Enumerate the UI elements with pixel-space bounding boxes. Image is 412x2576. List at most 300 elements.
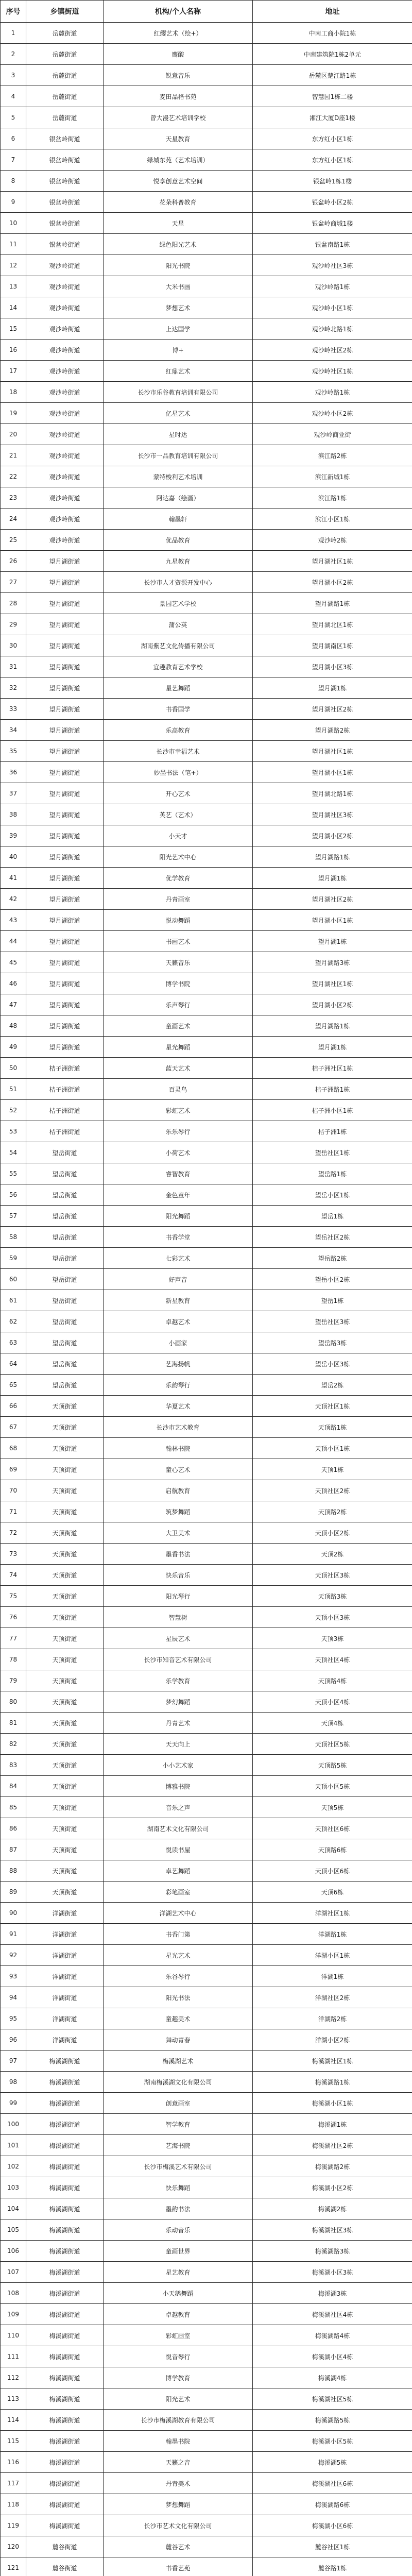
cell-name: 翰林书院 — [104, 1438, 253, 1459]
cell-index: 50 — [1, 1058, 26, 1079]
cell-address: 望月湖小区1栋 — [253, 910, 412, 931]
cell-index: 9 — [1, 192, 26, 213]
cell-address: 望月湖1栋 — [253, 1037, 412, 1058]
cell-name: 翰墨书院 — [104, 2431, 253, 2452]
cell-index: 102 — [1, 2156, 26, 2177]
cell-index: 21 — [1, 445, 26, 466]
cell-address: 天顶3栋 — [253, 1628, 412, 1649]
cell-index: 6 — [1, 128, 26, 149]
cell-index: 30 — [1, 635, 26, 656]
cell-address: 观沙岭2栋 — [253, 530, 412, 551]
cell-street: 望月湖街道 — [26, 614, 104, 635]
cell-index: 62 — [1, 1311, 26, 1332]
cell-index: 43 — [1, 910, 26, 931]
cell-address: 天顶社区1栋 — [253, 1396, 412, 1417]
table-row — [1, 2156, 412, 2177]
cell-name: 智慧树 — [104, 1607, 253, 1628]
table-row — [1, 889, 412, 910]
cell-name: 绿色阳光艺术 — [104, 234, 253, 255]
cell-index: 42 — [1, 889, 26, 910]
table-row — [1, 1860, 412, 1882]
table-row — [1, 403, 412, 424]
cell-street: 银盆岭街道 — [26, 149, 104, 171]
cell-name: 长沙市人才资源开发中心 — [104, 572, 253, 593]
cell-index: 53 — [1, 1121, 26, 1142]
cell-name: 博学书院 — [104, 973, 253, 994]
cell-street: 天顶街道 — [26, 1797, 104, 1818]
cell-street: 梅溪湖街道 — [26, 2388, 104, 2410]
cell-address: 桔子洲路1栋 — [253, 1079, 412, 1100]
cell-index: 33 — [1, 699, 26, 720]
table-row — [1, 1670, 412, 1691]
cell-name: 阳光书法 — [104, 1987, 253, 2008]
cell-index: 112 — [1, 2367, 26, 2388]
cell-name: 启航教育 — [104, 1480, 253, 1501]
table-row — [1, 1839, 412, 1860]
cell-index: 55 — [1, 1163, 26, 1184]
cell-address: 天顶路5栋 — [253, 1755, 412, 1776]
cell-street: 梅溪湖街道 — [26, 2262, 104, 2283]
cell-index: 83 — [1, 1755, 26, 1776]
cell-address: 望月湖小区2栋 — [253, 572, 412, 593]
cell-street: 望岳街道 — [26, 1206, 104, 1227]
cell-street: 梅溪湖街道 — [26, 2114, 104, 2135]
table-row — [1, 192, 412, 213]
cell-street: 银盆岭街道 — [26, 234, 104, 255]
cell-index: 105 — [1, 2219, 26, 2241]
cell-name: 蒲公英 — [104, 614, 253, 635]
cell-index: 76 — [1, 1607, 26, 1628]
cell-name: 九星教育 — [104, 551, 253, 572]
cell-address: 梅溪湖小区1栋 — [253, 2093, 412, 2114]
cell-address: 望月湖小区3栋 — [253, 656, 412, 677]
cell-index: 24 — [1, 509, 26, 530]
cell-index: 20 — [1, 424, 26, 445]
cell-street: 观沙岭街道 — [26, 318, 104, 340]
cell-street: 天顶街道 — [26, 1882, 104, 1903]
cell-street: 望月湖街道 — [26, 635, 104, 656]
cell-street: 银盆岭街道 — [26, 213, 104, 234]
cell-index: 16 — [1, 340, 26, 361]
table-row — [1, 910, 412, 931]
cell-street: 天顶街道 — [26, 1818, 104, 1839]
cell-index: 22 — [1, 466, 26, 487]
cell-name: 书画艺术 — [104, 931, 253, 952]
cell-name: 宜趣教育艺术学校 — [104, 656, 253, 677]
cell-name: 长沙市梅溪艺术有限公司 — [104, 2156, 253, 2177]
cell-address: 望月湖南区1栋 — [253, 635, 412, 656]
cell-index: 114 — [1, 2410, 26, 2431]
cell-name: 阳光书院 — [104, 255, 253, 276]
cell-index: 56 — [1, 1184, 26, 1206]
table-row — [1, 656, 412, 677]
table-row — [1, 2367, 412, 2388]
cell-street: 天顶街道 — [26, 1839, 104, 1860]
cell-street: 桔子洲街道 — [26, 1058, 104, 1079]
cell-address: 望岳小区1栋 — [253, 1184, 412, 1206]
cell-name: 鹰酸 — [104, 44, 253, 65]
table-row — [1, 1544, 412, 1565]
cell-index: 98 — [1, 2072, 26, 2093]
cell-street: 银盆岭街道 — [26, 192, 104, 213]
cell-index: 117 — [1, 2473, 26, 2494]
table-row — [1, 2388, 412, 2410]
table-row — [1, 2135, 412, 2156]
cell-street: 天顶街道 — [26, 1586, 104, 1607]
cell-name: 长沙市梅溪湖教育有限公司 — [104, 2410, 253, 2431]
table-row — [1, 2198, 412, 2219]
cell-address: 滨江小区1栋 — [253, 509, 412, 530]
cell-index: 68 — [1, 1438, 26, 1459]
cell-address: 观沙岭路1栋 — [253, 276, 412, 297]
cell-street: 梅溪湖街道 — [26, 2410, 104, 2431]
cell-address: 银盆岭小区2栋 — [253, 192, 412, 213]
cell-address: 望月湖路1栋 — [253, 593, 412, 614]
cell-address: 望月湖小区2栋 — [253, 994, 412, 1015]
cell-street: 洋湖街道 — [26, 2008, 104, 2029]
table-row — [1, 255, 412, 276]
cell-address: 梅溪湖社区4栋 — [253, 2304, 412, 2325]
cell-index: 100 — [1, 2114, 26, 2135]
table-row — [1, 149, 412, 171]
cell-street: 天顶街道 — [26, 1691, 104, 1713]
cell-name: 蓝天艺术 — [104, 1058, 253, 1079]
cell-name: 梦想舞蹈 — [104, 2494, 253, 2515]
cell-street: 望月湖街道 — [26, 741, 104, 762]
table-row — [1, 445, 412, 466]
table-row — [1, 2177, 412, 2198]
cell-name: 乐高教育 — [104, 720, 253, 741]
cell-name: 天星 — [104, 213, 253, 234]
cell-index: 91 — [1, 1924, 26, 1945]
cell-address: 滨江新城1栋 — [253, 466, 412, 487]
table-row — [1, 1924, 412, 1945]
table-row — [1, 466, 412, 487]
cell-street: 银盆岭街道 — [26, 171, 104, 192]
cell-index: 23 — [1, 487, 26, 509]
cell-address: 梅溪湖小区4栋 — [253, 2346, 412, 2367]
table-row — [1, 994, 412, 1015]
table-row — [1, 2262, 412, 2283]
cell-address: 望月湖1栋 — [253, 868, 412, 889]
cell-address: 滨江路1栋 — [253, 487, 412, 509]
table-row — [1, 1586, 412, 1607]
cell-address: 望月湖社区2栋 — [253, 889, 412, 910]
cell-index: 104 — [1, 2198, 26, 2219]
cell-address: 中南工商小院1栋 — [253, 23, 412, 44]
cell-name: 悦音琴行 — [104, 2346, 253, 2367]
table-row — [1, 1184, 412, 1206]
cell-index: 46 — [1, 973, 26, 994]
cell-index: 41 — [1, 868, 26, 889]
cell-street: 梅溪湖街道 — [26, 2367, 104, 2388]
cell-street: 天顶街道 — [26, 1396, 104, 1417]
cell-name: 景园艺术学校 — [104, 593, 253, 614]
cell-address: 望岳小区2栋 — [253, 1269, 412, 1290]
cell-index: 66 — [1, 1396, 26, 1417]
cell-address: 洋湖小区1栋 — [253, 1945, 412, 1966]
cell-address: 梅溪湖1栋 — [253, 2114, 412, 2135]
cell-address: 麓谷社区1栋 — [253, 2536, 412, 2557]
cell-index: 103 — [1, 2177, 26, 2198]
table-row — [1, 1248, 412, 1269]
cell-address: 滨江路2栋 — [253, 445, 412, 466]
cell-address: 天顶小区1栋 — [253, 1438, 412, 1459]
cell-index: 32 — [1, 677, 26, 699]
table-row — [1, 2114, 412, 2135]
cell-name: 乐动音乐 — [104, 2219, 253, 2241]
cell-index: 60 — [1, 1269, 26, 1290]
cell-name: 快乐舞蹈 — [104, 2177, 253, 2198]
cell-street: 岳麓街道 — [26, 23, 104, 44]
cell-name: 麓谷艺术 — [104, 2536, 253, 2557]
cell-street: 天顶街道 — [26, 1480, 104, 1501]
cell-name: 彩虹画室 — [104, 2325, 253, 2346]
cell-street: 望月湖街道 — [26, 762, 104, 783]
table-row — [1, 2050, 412, 2072]
cell-name: 筑梦舞蹈 — [104, 1501, 253, 1522]
cell-address: 洋湖1栋 — [253, 1966, 412, 1987]
cell-address: 望月湖路1栋 — [253, 1015, 412, 1037]
cell-name: 小小艺术家 — [104, 1755, 253, 1776]
table-row — [1, 23, 412, 44]
cell-name: 星艺舞蹈 — [104, 677, 253, 699]
cell-index: 101 — [1, 2135, 26, 2156]
cell-street: 观沙岭街道 — [26, 382, 104, 403]
cell-name: 小天才 — [104, 825, 253, 846]
table-row — [1, 65, 412, 86]
cell-address: 望月湖路1栋 — [253, 846, 412, 868]
cell-street: 梅溪湖街道 — [26, 2431, 104, 2452]
cell-address: 桔子洲1栋 — [253, 1121, 412, 1142]
cell-street: 望岳街道 — [26, 1290, 104, 1311]
table-row — [1, 1269, 412, 1290]
cell-name: 童画世界 — [104, 2241, 253, 2262]
cell-name: 天天向上 — [104, 1734, 253, 1755]
cell-address: 望岳路3栋 — [253, 1332, 412, 1353]
cell-address: 天顶4栋 — [253, 1713, 412, 1734]
cell-name: 卓艺舞蹈 — [104, 1860, 253, 1882]
cell-address: 洋湖路1栋 — [253, 1924, 412, 1945]
cell-address: 望岳1栋 — [253, 1290, 412, 1311]
cell-street: 梅溪湖街道 — [26, 2050, 104, 2072]
cell-street: 洋湖街道 — [26, 1903, 104, 1924]
cell-index: 106 — [1, 2241, 26, 2262]
cell-address: 中南建筑院1栋2单元 — [253, 44, 412, 65]
cell-address: 梅溪湖小区3栋 — [253, 2262, 412, 2283]
table-body — [1, 23, 412, 2576]
table-row — [1, 1797, 412, 1818]
cell-address: 银盆岭1栋1楼 — [253, 171, 412, 192]
table-row — [1, 1501, 412, 1522]
table-row — [1, 1755, 412, 1776]
cell-street: 望月湖街道 — [26, 699, 104, 720]
cell-index: 71 — [1, 1501, 26, 1522]
cell-street: 洋湖街道 — [26, 1945, 104, 1966]
table-row — [1, 128, 412, 149]
cell-address: 洋湖社区2栋 — [253, 1987, 412, 2008]
cell-street: 天顶街道 — [26, 1755, 104, 1776]
cell-street: 麓谷街道 — [26, 2536, 104, 2557]
cell-index: 25 — [1, 530, 26, 551]
cell-address: 天顶路2栋 — [253, 1501, 412, 1522]
cell-name: 乐乐琴行 — [104, 1121, 253, 1142]
table-row — [1, 382, 412, 403]
cell-address: 智慧园1栋二楼 — [253, 86, 412, 107]
cell-address: 梅溪湖小区2栋 — [253, 2177, 412, 2198]
cell-index: 93 — [1, 1966, 26, 1987]
table-row — [1, 2072, 412, 2093]
cell-street: 梅溪湖街道 — [26, 2346, 104, 2367]
cell-index: 118 — [1, 2494, 26, 2515]
cell-street: 望岳街道 — [26, 1163, 104, 1184]
cell-index: 27 — [1, 572, 26, 593]
cell-index: 115 — [1, 2431, 26, 2452]
cell-address: 梅溪湖路3栋 — [253, 2241, 412, 2262]
cell-index: 48 — [1, 1015, 26, 1037]
cell-address: 天顶1栋 — [253, 1459, 412, 1480]
cell-address: 梅溪湖社区3栋 — [253, 2219, 412, 2241]
cell-street: 观沙岭街道 — [26, 297, 104, 318]
cell-street: 天顶街道 — [26, 1522, 104, 1544]
cell-index: 94 — [1, 1987, 26, 2008]
cell-address: 天顶小区3栋 — [253, 1607, 412, 1628]
table-row — [1, 783, 412, 804]
cell-street: 梅溪湖街道 — [26, 2072, 104, 2093]
cell-index: 52 — [1, 1100, 26, 1121]
cell-address: 洋湖社区1栋 — [253, 1903, 412, 1924]
table-row — [1, 677, 412, 699]
cell-name: 智学教育 — [104, 2114, 253, 2135]
cell-address: 梅溪湖路1栋 — [253, 2072, 412, 2093]
cell-name: 长沙市艺术教育 — [104, 1417, 253, 1438]
table-row — [1, 487, 412, 509]
cell-index: 38 — [1, 804, 26, 825]
table-row — [1, 572, 412, 593]
cell-address: 望月湖社区1栋 — [253, 973, 412, 994]
cell-address: 观沙岭小区2栋 — [253, 403, 412, 424]
cell-index: 113 — [1, 2388, 26, 2410]
cell-street: 望岳街道 — [26, 1311, 104, 1332]
cell-name: 乐声琴行 — [104, 994, 253, 1015]
table-row — [1, 1396, 412, 1417]
cell-index: 65 — [1, 1375, 26, 1396]
cell-street: 桔子洲街道 — [26, 1121, 104, 1142]
cell-name: 湖南紫艺文化传播有限公司 — [104, 635, 253, 656]
table-row — [1, 424, 412, 445]
cell-name: 书香门第 — [104, 1924, 253, 1945]
cell-index: 86 — [1, 1818, 26, 1839]
cell-index: 4 — [1, 86, 26, 107]
table-row — [1, 276, 412, 297]
cell-address: 天顶路1栋 — [253, 1417, 412, 1438]
cell-address: 观沙岭小区1栋 — [253, 297, 412, 318]
cell-name: 天籁之音 — [104, 2452, 253, 2473]
cell-address: 东方红小区1栋 — [253, 149, 412, 171]
cell-name: 艺海扬帆 — [104, 1353, 253, 1375]
cell-street: 天顶街道 — [26, 1776, 104, 1797]
cell-street: 洋湖街道 — [26, 2029, 104, 2050]
cell-street: 梅溪湖街道 — [26, 2473, 104, 2494]
cell-address: 望月湖小区2栋 — [253, 825, 412, 846]
table-row — [1, 1332, 412, 1353]
cell-name: 长沙市一品教育培训有限公司 — [104, 445, 253, 466]
cell-street: 望岳街道 — [26, 1184, 104, 1206]
table-row — [1, 1565, 412, 1586]
table-row — [1, 952, 412, 973]
cell-index: 78 — [1, 1649, 26, 1670]
cell-address: 梅溪湖5栋 — [253, 2452, 412, 2473]
cell-street: 岳麓街道 — [26, 65, 104, 86]
cell-index: 63 — [1, 1332, 26, 1353]
cell-name: 童画艺术 — [104, 1015, 253, 1037]
cell-address: 天顶6栋 — [253, 1882, 412, 1903]
cell-street: 望月湖街道 — [26, 1015, 104, 1037]
cell-name: 优品教育 — [104, 530, 253, 551]
cell-address: 银盆南路1栋 — [253, 234, 412, 255]
cell-street: 天顶街道 — [26, 1670, 104, 1691]
cell-street: 望月湖街道 — [26, 720, 104, 741]
cell-address: 观沙岭路1栋 — [253, 382, 412, 403]
table-row — [1, 530, 412, 551]
cell-index: 5 — [1, 107, 26, 128]
cell-street: 岳麓街道 — [26, 107, 104, 128]
cell-index: 57 — [1, 1206, 26, 1227]
cell-index: 14 — [1, 297, 26, 318]
cell-address: 天顶小区5栋 — [253, 1776, 412, 1797]
cell-address: 桔子洲小区1栋 — [253, 1100, 412, 1121]
cell-index: 70 — [1, 1480, 26, 1501]
cell-address: 望月湖社区1栋 — [253, 551, 412, 572]
cell-index: 18 — [1, 382, 26, 403]
cell-index: 107 — [1, 2262, 26, 2283]
cell-index: 47 — [1, 994, 26, 1015]
cell-address: 望岳路1栋 — [253, 1163, 412, 1184]
cell-address: 梅溪湖社区6栋 — [253, 2473, 412, 2494]
cell-index: 10 — [1, 213, 26, 234]
cell-name: 梦幻舞蹈 — [104, 1691, 253, 1713]
cell-address: 天顶社区6栋 — [253, 1818, 412, 1839]
cell-address: 梅溪湖小区6栋 — [253, 2515, 412, 2536]
cell-index: 12 — [1, 255, 26, 276]
cell-street: 梅溪湖街道 — [26, 2515, 104, 2536]
cell-address: 望月湖社区1栋 — [253, 741, 412, 762]
cell-name: 悦动舞蹈 — [104, 910, 253, 931]
cell-address: 银盆岭商城1楼 — [253, 213, 412, 234]
cell-name: 华夏艺术 — [104, 1396, 253, 1417]
cell-name: 优学教育 — [104, 868, 253, 889]
cell-address: 洋湖小区2栋 — [253, 2029, 412, 2050]
cell-street: 岳麓街道 — [26, 44, 104, 65]
cell-name: 乐韵琴行 — [104, 1375, 253, 1396]
cell-address: 岳麓区楚江路1栋 — [253, 65, 412, 86]
cell-street: 望岳街道 — [26, 1269, 104, 1290]
cell-index: 95 — [1, 2008, 26, 2029]
header-row — [1, 1, 412, 23]
cell-index: 119 — [1, 2515, 26, 2536]
table-row — [1, 2431, 412, 2452]
cell-street: 梅溪湖街道 — [26, 2241, 104, 2262]
cell-address: 梅溪湖3栋 — [253, 2283, 412, 2304]
cell-index: 75 — [1, 1586, 26, 1607]
cell-name: 百灵鸟 — [104, 1079, 253, 1100]
cell-name: 小天鹅舞蹈 — [104, 2283, 253, 2304]
cell-index: 26 — [1, 551, 26, 572]
cell-index: 54 — [1, 1142, 26, 1163]
cell-street: 望月湖街道 — [26, 994, 104, 1015]
table-row — [1, 1375, 412, 1396]
cell-name: 书香学堂 — [104, 1227, 253, 1248]
